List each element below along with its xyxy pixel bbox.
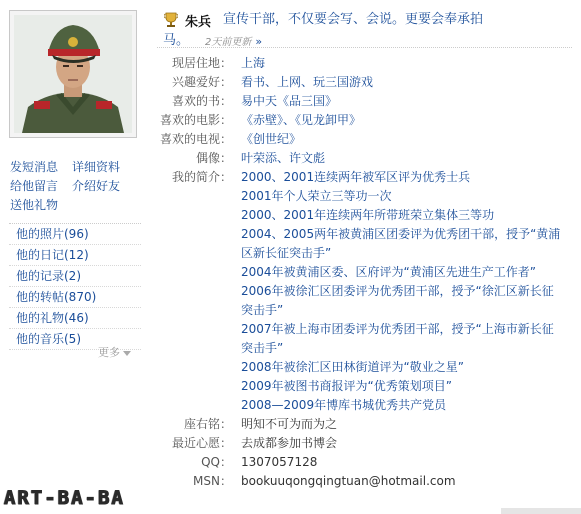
- horizontal-scrollbar[interactable]: [501, 508, 581, 514]
- divider: [157, 47, 572, 48]
- intro-line: 2006年被徐汇区团委评为优秀团干部，授予“徐汇区新长征突击手”: [241, 284, 554, 317]
- more-button[interactable]: [98, 344, 131, 360]
- mood-value: 去成都参加书博会: [241, 436, 338, 450]
- status-text: [223, 11, 523, 29]
- movies-label: 喜欢的电影：: [159, 113, 232, 127]
- status-line-1: 宣传干部，不仅要会写、会说。更要会奉承拍: [223, 12, 484, 27]
- send-message-link[interactable]: 发短消息: [10, 160, 59, 174]
- list-item-photos[interactable]: 他的照片(96): [9, 224, 141, 245]
- mood-label: 最近心愿：: [171, 436, 232, 450]
- more-updates-link[interactable]: »: [255, 35, 263, 48]
- profile-actions: [10, 158, 150, 215]
- chevron-down-icon: [123, 351, 131, 356]
- idols-label: 偶像：: [195, 151, 232, 165]
- idols-value[interactable]: 叶荣添、许文彪: [241, 151, 326, 165]
- list-item-gifts[interactable]: 他的礼物(46): [9, 308, 141, 329]
- send-gift-link[interactable]: 送他礼物: [10, 198, 59, 212]
- profile-name: 朱兵: [185, 15, 212, 30]
- intro-line: 2004年被黄浦区委、区府评为“黄浦区先进生产工作者”: [241, 265, 536, 279]
- detailed-info-link[interactable]: 详细资料: [72, 160, 121, 174]
- intro-line: 2000、2001年连续两年所带班荣立集体三等功: [241, 208, 495, 222]
- msn-label: MSN：: [193, 474, 232, 488]
- list-item-reposts[interactable]: 他的转帖(870): [9, 287, 141, 308]
- movies-value[interactable]: 《赤壁》、《见龙卸甲》: [241, 113, 362, 127]
- list-item-diary[interactable]: 他的日记(12): [9, 245, 141, 266]
- introduce-friend-link[interactable]: 介绍好友: [72, 179, 121, 193]
- intro-line: 2001年个人荣立三等功一次: [241, 189, 392, 203]
- update-time: [205, 33, 262, 48]
- more-label: 更多: [98, 346, 120, 359]
- hobbies-value[interactable]: 看书、上网、玩三国游戏: [241, 75, 374, 89]
- update-time-label: 2天前更新: [205, 37, 252, 48]
- avatar-frame: [9, 10, 137, 138]
- residence-value[interactable]: 上海: [241, 56, 266, 70]
- content-counts-list: [9, 223, 141, 350]
- books-value[interactable]: 易中天《品三国》: [241, 94, 338, 108]
- residence-label: 现居住地：: [171, 56, 232, 70]
- trophy-icon: [164, 12, 178, 28]
- motto-label: 座右铭：: [183, 417, 232, 431]
- books-label: 喜欢的书：: [171, 94, 232, 108]
- list-item-music[interactable]: 他的音乐(5): [9, 329, 141, 350]
- leave-comment-link[interactable]: 给他留言: [10, 179, 59, 193]
- profile-info: [157, 54, 572, 491]
- msn-value: bookuuqongqingtuan@hotmail.com: [241, 474, 456, 488]
- tv-label: 喜欢的电视：: [159, 132, 232, 146]
- intro-line: 2000、2001连续两年被军区评为优秀士兵: [241, 170, 471, 184]
- intro-line: 2009年被图书商报评为“优秀策划项目”: [241, 379, 452, 393]
- intro-line: 2004、2005两年被黄浦区团委评为优秀团干部，授予“黄浦区新长征突击手”: [241, 227, 561, 260]
- hobbies-label: 兴趣爱好：: [171, 75, 232, 89]
- list-item-records[interactable]: 他的记录(2): [9, 266, 141, 287]
- intro-line: 2008年被徐汇区田林街道评为“敬业之星”: [241, 360, 464, 374]
- status-line-2: 马。: [163, 33, 190, 48]
- intro-line: 2007年被上海市团委评为优秀团干部，授予“上海市新长征突击手”: [241, 322, 554, 355]
- avatar[interactable]: [14, 15, 132, 133]
- watermark-logo: ART-BA-BA: [4, 487, 125, 509]
- motto-value: 明知不可为而为之: [241, 417, 338, 431]
- tv-value[interactable]: 《创世纪》: [241, 132, 302, 146]
- qq-value: 1307057128: [241, 455, 318, 469]
- qq-label: QQ：: [201, 455, 232, 469]
- intro-label: 我的简介：: [171, 170, 232, 184]
- intro-list: [241, 168, 572, 415]
- intro-line: 2008—2009年博库书城优秀共产党员: [241, 398, 447, 412]
